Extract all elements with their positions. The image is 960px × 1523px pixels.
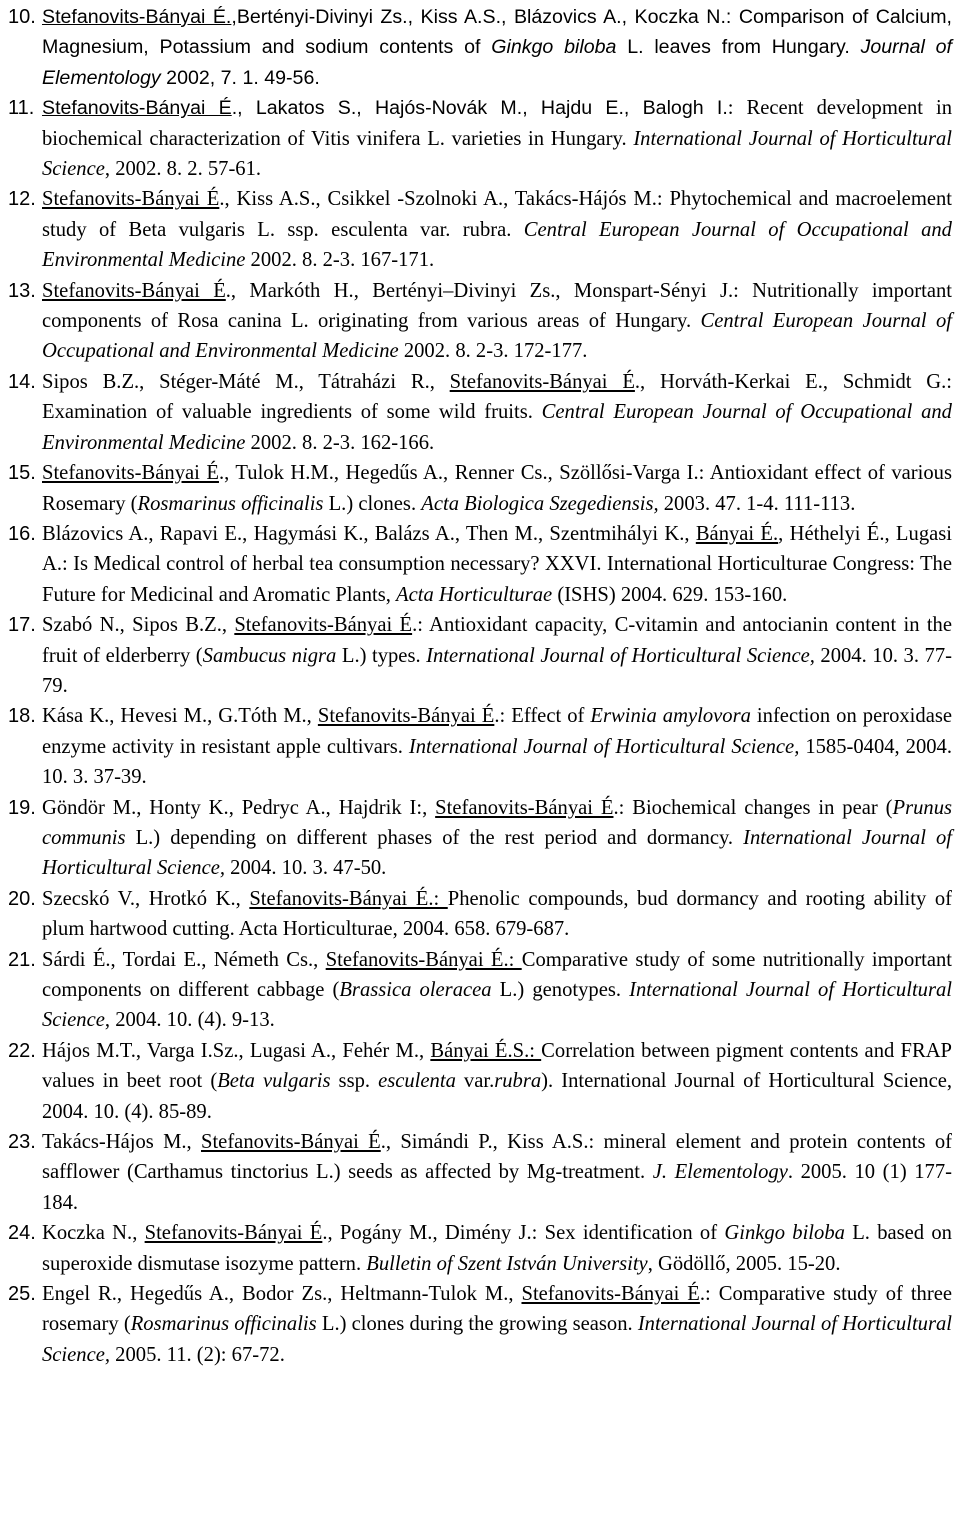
reference-segment: (ISHS) 2004. 629. 153-160. bbox=[552, 583, 788, 606]
reference-entry bbox=[8, 458, 952, 519]
italic-title: esculenta bbox=[378, 1070, 456, 1093]
reference-segment: ., Tulok H.M., Hegedűs A., Renner Cs., Szöllősi-Varga I.: Antioxidant effect of various Rosemary ( bbox=[42, 462, 952, 515]
reference-segment: ssp. bbox=[330, 1070, 379, 1093]
italic-title: Central European Journal of Occupational and Environmental Medicine bbox=[42, 218, 952, 272]
italic-title: Beta vulgaris bbox=[217, 1070, 331, 1093]
reference-segment: Göndör M., Honty K., Pedryc A., Hajdrik I:, bbox=[42, 796, 436, 819]
reference-number: 14. bbox=[8, 370, 36, 393]
reference-text bbox=[42, 884, 952, 945]
reference-segment: 2003. 47. 1-4. 111-113. bbox=[658, 492, 856, 515]
reference-number: 22. bbox=[8, 1039, 36, 1062]
reference-segment: . 2005. 10 (1) 177-184. bbox=[42, 1161, 953, 1214]
italic-title: International Journal of Horticultural Science, bbox=[408, 735, 800, 758]
highlighted-author: Stefanovits-Bányai É bbox=[42, 462, 219, 485]
reference-segment: L.) clones during the growing season. bbox=[316, 1313, 638, 1336]
italic-title: Sambucus nigra bbox=[202, 644, 337, 667]
reference-segment: ., Horváth-Kerkai E., Schmidt G.: Examination of valuable ingredients of some wild fruits. bbox=[42, 370, 953, 424]
highlighted-author: Bányai É. bbox=[695, 522, 779, 545]
reference-segment: ., Markóth H., Bertényi–Divinyi Zs., Monspart-Sényi J.: Nutritionally important components of Rosa canina L. originating from various areas of Hungary. bbox=[42, 279, 952, 333]
reference-segment: ., Simándi P., Kiss A.S.: mineral element and protein contents of safflower (Carthamus tinctorius L.) seeds as affected by Mg-treatment. bbox=[42, 1131, 952, 1184]
reference-segment: Blázovics A., Rapavi E., Hagymási K., Balázs A., Then M., Szentmihályi K., bbox=[42, 522, 696, 545]
reference-segment: L.) clones. bbox=[323, 492, 422, 515]
reference-segment: Correlation between pigment contents and FRAP values in beet root ( bbox=[42, 1039, 953, 1093]
reference-number: 25. bbox=[8, 1283, 36, 1306]
reference-segment: L.) types. bbox=[336, 644, 427, 667]
italic-title: Rosmarinus officinalis bbox=[137, 492, 324, 515]
reference-segment: L. based on superoxide dismutase isozyme pattern. bbox=[42, 1222, 952, 1275]
reference-entry bbox=[8, 701, 952, 792]
italic-title: Erwinia amylovora bbox=[590, 705, 751, 728]
italic-title: Bulletin of Szent István University bbox=[366, 1252, 648, 1275]
highlighted-author: Stefanovits-Bányai É bbox=[201, 1131, 381, 1154]
reference-segment: : Recent development in biochemical characterization of Vitis vinifera L. varieties in Hungary. bbox=[42, 97, 952, 150]
reference-text bbox=[42, 2, 952, 93]
reference-segment: Comparative study of some nutritionally important components on different cabbage ( bbox=[42, 948, 952, 1001]
reference-segment: 2004. 10. 3. 77-79. bbox=[42, 644, 952, 697]
reference-text bbox=[42, 610, 952, 701]
italic-title: Brassica oleracea bbox=[339, 979, 492, 1001]
reference-segment: Phenolic compounds, bud dormancy and rooting ability of plum hartwood cutting. Acta Horticulturae, 2004. 658. 679-687. bbox=[42, 887, 952, 941]
reference-segment: Takács-Hájos M., bbox=[42, 1131, 201, 1154]
reference-segment: 1585-0404, 2004. 10. 3. 37-39. bbox=[42, 735, 952, 789]
reference-entry bbox=[8, 93, 952, 184]
reference-number: 10. bbox=[8, 6, 36, 28]
italic-title: Journal of Elementology bbox=[42, 36, 952, 89]
reference-segment: Sárdi É., Tordai E., Németh Cs., bbox=[42, 948, 326, 971]
highlighted-author: Stefanovits-Bányai É bbox=[42, 279, 226, 302]
reference-text bbox=[42, 1127, 952, 1218]
highlighted-author: Stefanovits-Bányai É bbox=[435, 796, 614, 819]
reference-segment: , 2004. 10. (4). 9-13. bbox=[104, 1009, 275, 1032]
reference-segment: L.) genotypes. bbox=[491, 979, 630, 1001]
reference-entry bbox=[8, 184, 952, 275]
reference-entry bbox=[8, 1279, 952, 1370]
italic-title: Central European Journal of Occupational and Environmental Medicine bbox=[42, 401, 952, 454]
reference-entry bbox=[8, 1036, 952, 1127]
reference-entry bbox=[8, 610, 952, 701]
italic-title: International Journal of Horticultural Science, bbox=[42, 826, 952, 880]
reference-entry bbox=[8, 2, 952, 93]
highlighted-author: Bányai É.S.: bbox=[430, 1039, 542, 1062]
highlighted-author: Stefanovits-Bányai É bbox=[521, 1283, 700, 1306]
reference-text bbox=[42, 1279, 952, 1370]
reference-segment: L. leaves from Hungary. bbox=[616, 36, 861, 59]
reference-number: 13. bbox=[8, 279, 36, 302]
reference-segment: Koczka N., bbox=[42, 1222, 145, 1245]
reference-entry bbox=[8, 945, 952, 1036]
italic-title: International Journal of Horticultural Science, bbox=[426, 644, 815, 667]
reference-segment: 2004. 10. 3. 47-50. bbox=[225, 857, 387, 880]
reference-segment: 2002. 8. 2-3. 172-177. bbox=[398, 340, 588, 363]
reference-entry bbox=[8, 519, 952, 610]
reference-text bbox=[42, 793, 952, 884]
reference-segment: Sipos B.Z., Stéger-Máté M., Tátraházi R., bbox=[42, 370, 450, 393]
reference-segment: .: Effect of bbox=[494, 705, 591, 728]
reference-segment: Engel R., Hegedűs A., Bodor Zs., Heltmann-Tulok M., bbox=[42, 1283, 522, 1306]
italic-title: Ginkgo biloba bbox=[491, 36, 617, 59]
highlighted-author: Stefanovits-Bányai É bbox=[449, 370, 635, 393]
reference-segment: Szabó N., Sipos B.Z., bbox=[42, 614, 235, 637]
reference-number: 24. bbox=[8, 1222, 36, 1245]
highlighted-author: Stefanovits-Bányai É bbox=[42, 97, 232, 120]
reference-segment: 2005. 11. (2): 67-72. bbox=[110, 1343, 285, 1366]
italic-title: Acta Horticulturae bbox=[396, 583, 553, 606]
reference-entry bbox=[8, 1127, 952, 1218]
reference-text bbox=[42, 1036, 952, 1127]
reference-entry bbox=[8, 367, 952, 458]
reference-segment: , Gödöllő, 2005. 15-20. bbox=[647, 1252, 841, 1275]
italic-title: Acta Biologica Szegediensis, bbox=[421, 492, 659, 515]
reference-text bbox=[42, 458, 952, 519]
reference-segment: Szecskó V., Hrotkó K., bbox=[42, 887, 250, 910]
reference-segment: ., Kiss A.S., Csikkel -Szolnoki A., Takács-Hájós M.: Phytochemical and macroelement study of Beta vulgaris L. ssp. esculenta var. rubra. bbox=[42, 188, 952, 241]
reference-text bbox=[42, 519, 952, 610]
italic-title: Central European Journal of Occupational and Environmental Medicine bbox=[42, 310, 952, 363]
reference-number: 18. bbox=[8, 705, 36, 728]
highlighted-author: Stefanovits-Bányai É bbox=[234, 614, 413, 637]
reference-segment: infection on peroxidase enzyme activity in resistant apple cultivars. bbox=[42, 705, 952, 758]
reference-text bbox=[42, 276, 952, 367]
reference-segment: .: Biochemical changes in pear ( bbox=[613, 796, 893, 819]
reference-entry bbox=[8, 884, 952, 945]
reference-segment: ). International Journal of Horticultural Science, 2004. 10. (4). 85-89. bbox=[42, 1070, 952, 1123]
reference-segment: Hájos M.T., Varga I.Sz., Lugasi A., Fehér M., bbox=[42, 1039, 431, 1062]
highlighted-author: Stefanovits-Bányai É. bbox=[42, 6, 232, 28]
reference-segment: , 2002. 8. 2. 57-61. bbox=[104, 158, 262, 181]
highlighted-author: Stefanovits-Bányai É bbox=[317, 705, 495, 728]
reference-number: 20. bbox=[8, 887, 36, 910]
reference-segment: var. bbox=[455, 1070, 495, 1093]
reference-text bbox=[42, 367, 952, 458]
reference-segment: , Héthelyi É., Lugasi A.: Is Medical control of herbal tea consumption necessary? XXVI. International Horticulturae Congress: The Future for Medicinal and Aromatic Plants, bbox=[42, 522, 952, 606]
reference-segment: ,Bertényi-Divinyi Zs., Kiss A.S., Blázovics A., Koczka N.: Comparison of Calcium, Magnesium, Potassium and sodium contents of bbox=[42, 6, 952, 59]
italic-title: J. Elementology bbox=[652, 1161, 788, 1184]
reference-entry bbox=[8, 1218, 952, 1279]
italic-title: rubra bbox=[494, 1070, 542, 1093]
italic-title: International Journal of Horticultural Science, bbox=[42, 1313, 953, 1366]
reference-segment: 2002, 7. 1. 49-56. bbox=[160, 66, 320, 89]
reference-segment: ., Pogány M., Dimény J.: Sex identification of bbox=[322, 1222, 725, 1245]
italic-title: International Journal of Horticultural Science bbox=[42, 979, 953, 1032]
italic-title: Prunus communis bbox=[42, 796, 952, 849]
reference-entry bbox=[8, 276, 952, 367]
reference-segment: .: Antioxidant capacity, C-vitamin and antocianin content in the fruit of elderberry ( bbox=[42, 614, 952, 667]
reference-text bbox=[42, 1218, 952, 1279]
italic-title: Rosmarinus officinalis bbox=[130, 1313, 317, 1336]
reference-number: 11. bbox=[8, 97, 35, 120]
reference-segment: Kása K., Hevesi M., G.Tóth M., bbox=[42, 705, 318, 728]
reference-segment: 2002. 8. 2-3. 167-171. bbox=[245, 249, 435, 272]
reference-text bbox=[42, 93, 952, 184]
reference-segment: L.) depending on different phases of the rest period and dormancy. bbox=[125, 826, 744, 849]
reference-number: 19. bbox=[8, 796, 36, 819]
italic-title: International Journal of Horticultural Science bbox=[42, 127, 952, 181]
reference-segment: ., Lakatos S., Hajós-Novák M., Hajdu E., Balogh I. bbox=[231, 97, 728, 120]
reference-number: 23. bbox=[8, 1131, 36, 1154]
reference-number: 17. bbox=[8, 614, 36, 637]
reference-number: 21. bbox=[8, 948, 36, 971]
reference-text bbox=[42, 701, 952, 792]
highlighted-author: Stefanovits-Bányai É bbox=[144, 1222, 323, 1245]
reference-number: 16. bbox=[8, 522, 36, 545]
reference-segment: .: Comparative study of three rosemary ( bbox=[42, 1283, 952, 1336]
highlighted-author: Stefanovits-Bányai É.: bbox=[325, 948, 522, 971]
reference-number: 12. bbox=[8, 188, 36, 211]
reference-text bbox=[42, 184, 952, 275]
reference-text bbox=[42, 945, 952, 1036]
italic-title: Ginkgo biloba bbox=[724, 1222, 845, 1245]
highlighted-author: Stefanovits-Bányai É.: bbox=[249, 887, 448, 910]
reference-entry bbox=[8, 793, 952, 884]
reference-number: 15. bbox=[8, 462, 36, 485]
highlighted-author: Stefanovits-Bányai É bbox=[42, 188, 220, 211]
reference-segment: 2002. 8. 2-3. 162-166. bbox=[245, 431, 435, 454]
